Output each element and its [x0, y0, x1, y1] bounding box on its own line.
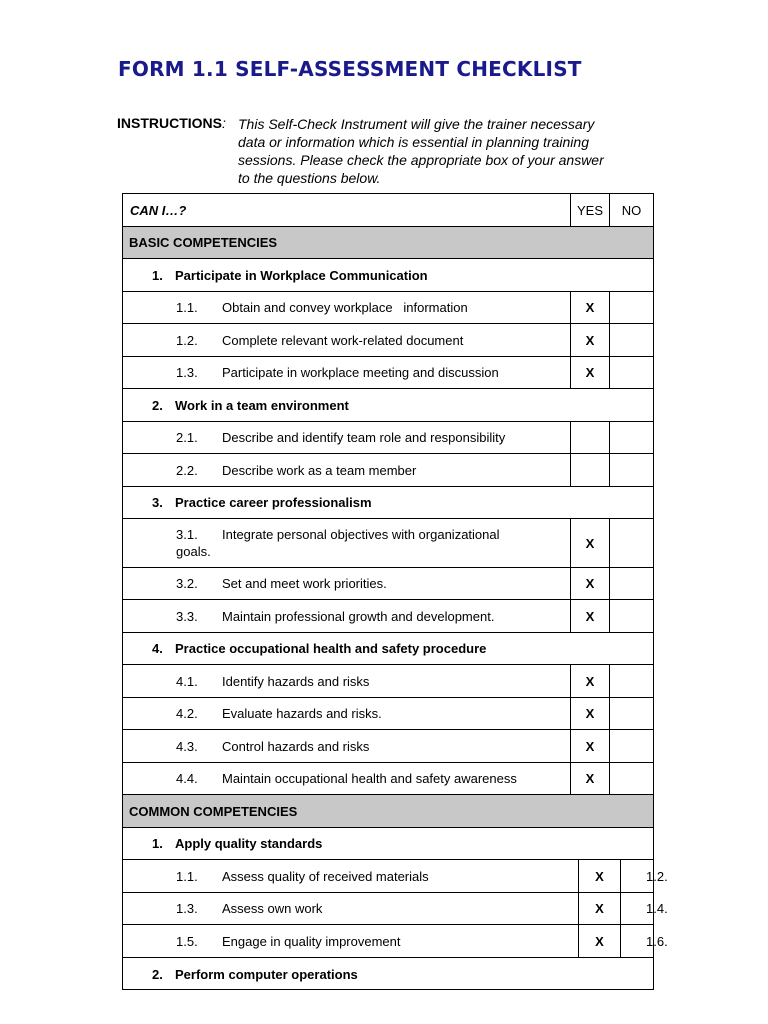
- unit-title: 4. Practice occupational health and safety procedure: [152, 641, 487, 656]
- no-checkbox[interactable]: [610, 730, 653, 762]
- table-row: [123, 893, 668, 925]
- yes-checkbox[interactable]: X: [571, 324, 610, 356]
- item-text: 1.2. Complete relevant work-related document: [123, 324, 571, 356]
- no-checkbox[interactable]: [610, 600, 653, 632]
- unit-row: [123, 958, 653, 990]
- form-title: FORM 1.1 SELF-ASSESSMENT CHECKLIST: [118, 57, 582, 81]
- overflow-number: 1.2.: [646, 868, 668, 884]
- instructions-text: This Self-Check Instrument will give the trainer necessary data or information which is essential in planning training sessions. Please check the appropriate box of your answer to the questions below.: [238, 116, 604, 186]
- no-checkbox[interactable]: [610, 665, 653, 697]
- unit-title: 1. Participate in Workplace Communication: [152, 267, 428, 283]
- instructions-label: INSTRUCTIONS:: [117, 115, 226, 131]
- yes-checkbox[interactable]: X: [579, 893, 621, 924]
- yes-checkbox[interactable]: X: [571, 763, 610, 794]
- item-text: 2.1. Describe and identify team role and responsibility: [123, 422, 571, 453]
- table-row: [123, 324, 653, 357]
- no-checkbox[interactable]: [610, 763, 653, 794]
- overflow-number: 1.6.: [646, 933, 668, 949]
- yes-checkbox[interactable]: X: [571, 730, 610, 762]
- no-checkbox[interactable]: [610, 357, 653, 388]
- table-row: [123, 698, 653, 730]
- item-text: 3.3. Maintain professional growth and development.: [123, 600, 571, 632]
- unit-row: [123, 828, 653, 860]
- unit-row: [123, 633, 653, 665]
- item-text: 4.4. Maintain occupational health and safety awareness: [123, 763, 571, 794]
- yes-header: YES: [571, 194, 610, 226]
- item-text: 1.1. Assess quality of received materials: [123, 860, 579, 892]
- table-row: [123, 568, 653, 600]
- item-text: 1.3. Assess own work: [123, 893, 579, 924]
- unit-row: [123, 487, 653, 519]
- no-checkbox[interactable]: [610, 519, 653, 567]
- item-text: 4.2. Evaluate hazards and risks.: [123, 698, 571, 729]
- item-text: 3.1. Integrate personal objectives with organizational goals.: [123, 519, 571, 567]
- item-text: 3.2. Set and meet work priorities.: [123, 568, 571, 599]
- unit-title: 1. Apply quality standards: [152, 836, 323, 851]
- section-heading: COMMON COMPETENCIES: [129, 803, 298, 819]
- table-row: [123, 292, 653, 324]
- yes-checkbox[interactable]: X: [579, 860, 621, 892]
- item-text: 2.2. Describe work as a team member: [123, 454, 571, 486]
- table-row: [123, 665, 653, 698]
- no-checkbox[interactable]: [610, 454, 653, 486]
- table-row: [123, 519, 653, 568]
- table-row: [123, 600, 653, 633]
- yes-checkbox[interactable]: X: [571, 600, 610, 632]
- table-row: [123, 422, 653, 454]
- no-checkbox[interactable]: [610, 292, 653, 323]
- overflow-number: 1.4.: [646, 901, 668, 916]
- yes-checkbox[interactable]: X: [571, 568, 610, 599]
- unit-title: 2. Perform computer operations: [152, 966, 358, 982]
- item-text: 1.3. Participate in workplace meeting and discussion: [123, 357, 571, 388]
- no-checkbox[interactable]: [610, 698, 653, 729]
- table-row: [123, 860, 668, 893]
- section-row-common: [123, 795, 653, 828]
- unit-row: [123, 389, 653, 422]
- table-row: [123, 763, 653, 795]
- table-header-row: [123, 194, 653, 227]
- yes-checkbox[interactable]: X: [571, 698, 610, 729]
- yes-checkbox[interactable]: X: [571, 519, 610, 567]
- yes-checkbox[interactable]: [571, 422, 610, 453]
- can-i-header: CAN I…?: [123, 194, 571, 226]
- unit-title: 3. Practice career professionalism: [152, 495, 372, 510]
- no-header: NO: [621, 202, 642, 218]
- item-text: 4.3. Control hazards and risks: [123, 730, 571, 762]
- yes-checkbox[interactable]: [571, 454, 610, 486]
- table-row: [123, 357, 653, 389]
- no-checkbox[interactable]: [610, 568, 653, 599]
- section-row-basic: [123, 227, 653, 259]
- table-row: [123, 730, 653, 763]
- checklist-table: [122, 193, 668, 990]
- no-checkbox[interactable]: [610, 422, 653, 453]
- unit-row: [123, 259, 653, 292]
- yes-checkbox[interactable]: X: [571, 292, 610, 323]
- yes-checkbox[interactable]: X: [571, 357, 610, 388]
- item-text: 1.1. Obtain and convey workplace information: [123, 292, 571, 323]
- item-text: 1.5. Engage in quality improvement: [123, 925, 579, 957]
- yes-checkbox[interactable]: X: [571, 665, 610, 697]
- item-text: 4.1. Identify hazards and risks: [123, 665, 571, 697]
- yes-checkbox[interactable]: X: [579, 925, 621, 957]
- section-heading: BASIC COMPETENCIES: [129, 235, 278, 250]
- table-row: [123, 925, 668, 958]
- unit-title: 2. Work in a team environment: [152, 397, 349, 413]
- table-row: [123, 454, 653, 487]
- no-checkbox[interactable]: [610, 324, 653, 356]
